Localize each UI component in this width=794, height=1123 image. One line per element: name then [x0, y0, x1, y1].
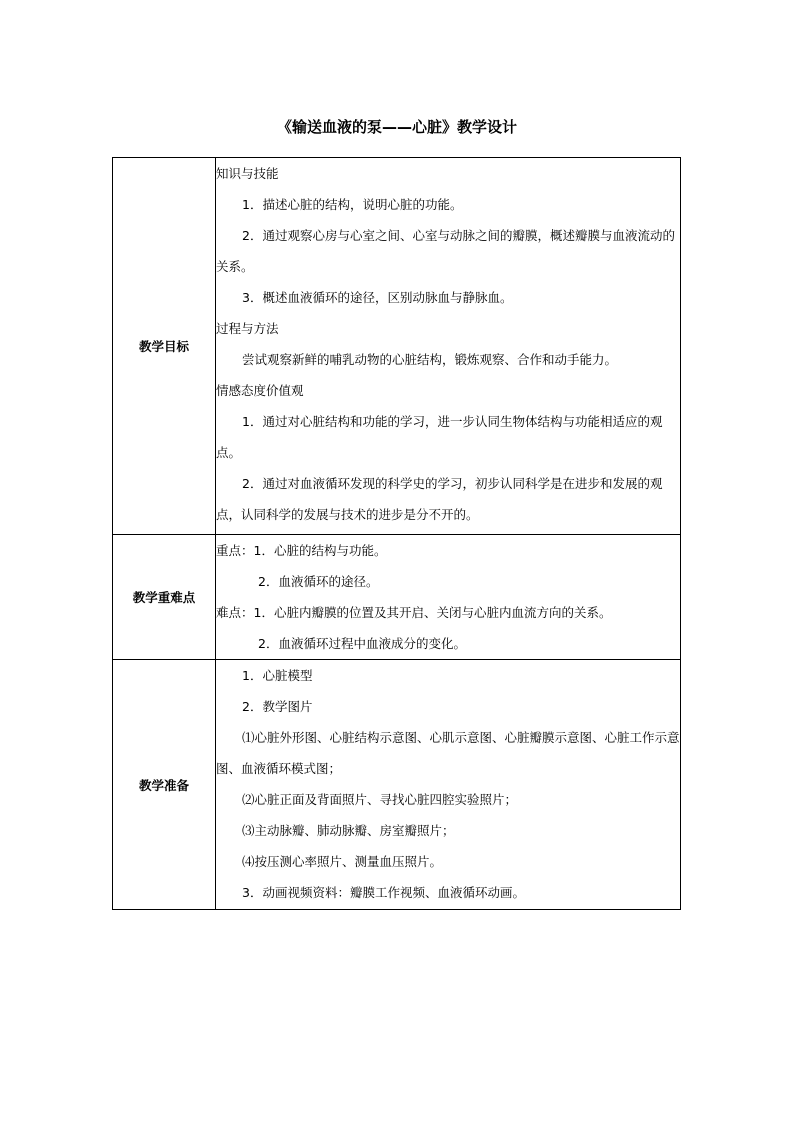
- prep-item-2: 2．教学图片: [242, 699, 313, 714]
- key-point-2: 2．血液循环的途径。: [258, 574, 379, 589]
- table-row: [113, 535, 681, 660]
- knowledge-item-2: 2．通过观察心房与心室之间、心室与动脉之间的瓣膜，概述瓣膜与血液流动的关系。: [216, 228, 675, 274]
- key-points-content: [216, 535, 681, 660]
- goals-content: [216, 158, 681, 535]
- knowledge-item-1: 1．描述心脏的结构，说明心脏的功能。: [242, 197, 463, 212]
- prep-item-5: ⑶主动脉瓣、肺动脉瓣、房室瓣照片；: [242, 823, 455, 838]
- key-point-1: 重点：1．心脏的结构与功能。: [216, 543, 387, 558]
- prep-item-7: 3．动画视频资料：瓣膜工作视频、血液循环动画。: [242, 885, 525, 900]
- knowledge-heading: 知识与技能: [216, 166, 279, 181]
- prep-item-6: ⑷按压测心率照片、测量血压照片。: [242, 854, 443, 869]
- document-title: 《输送血液的泵——心脏》教学设计: [276, 118, 517, 136]
- row-label-preparation: 教学准备: [113, 660, 216, 910]
- difficulty-1: 难点：1．心脏内瓣膜的位置及其开启、关闭与心脏内血流方向的关系。: [216, 605, 612, 620]
- row-label-key-points: 教学重难点: [113, 535, 216, 660]
- table-row: [113, 660, 681, 910]
- lesson-plan-table: [112, 157, 681, 910]
- row-label-goals: 教学目标: [113, 158, 216, 535]
- emotion-heading: 情感态度价值观: [216, 383, 304, 398]
- emotion-item-1: 1．通过对心脏结构和功能的学习，进一步认同生物体结构与功能相适应的观点。: [216, 414, 663, 460]
- prep-item-4: ⑵心脏正面及背面照片、寻找心脏四腔实验照片；: [242, 792, 518, 807]
- prep-item-1: 1．心脏模型: [242, 668, 313, 683]
- table-row: [113, 158, 681, 535]
- preparation-content: [216, 660, 681, 910]
- process-heading: 过程与方法: [216, 321, 279, 336]
- process-item-1: 尝试观察新鲜的哺乳动物的心脏结构，锻炼观察、合作和动手能力。: [242, 352, 618, 367]
- knowledge-item-3: 3．概述血液循环的途径，区别动脉血与静脉血。: [242, 290, 513, 305]
- prep-item-3: ⑴心脏外形图、心脏结构示意图、心肌示意图、心脏瓣膜示意图、心脏工作示意图、血液循环模式图；: [216, 730, 680, 776]
- difficulty-2: 2．血液循环过程中血液成分的变化。: [258, 636, 466, 651]
- emotion-item-2: 2．通过对血液循环发现的科学史的学习，初步认同科学是在进步和发展的观点，认同科学的发展与技术的进步是分不开的。: [216, 476, 663, 522]
